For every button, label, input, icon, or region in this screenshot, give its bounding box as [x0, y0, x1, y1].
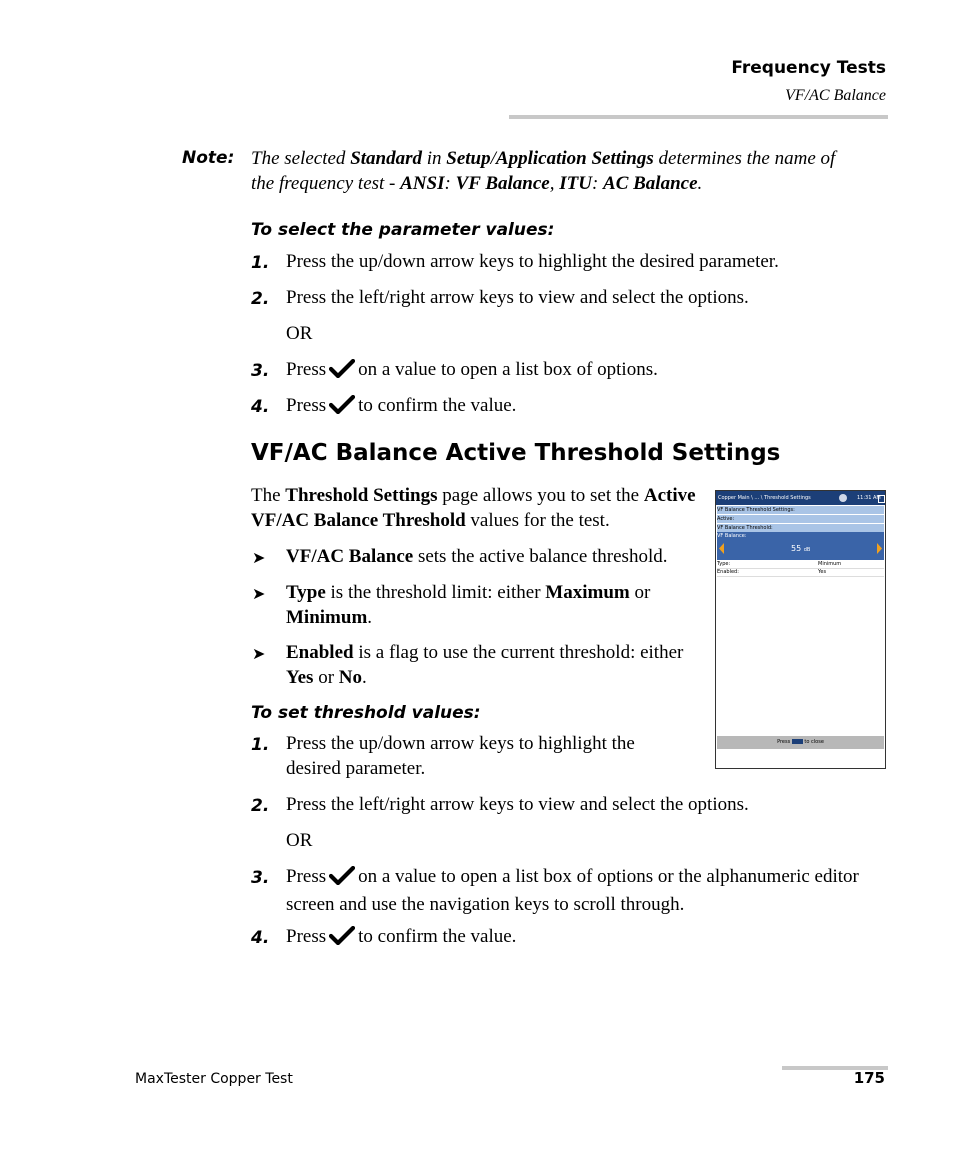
device-row: Enabled: Yes: [717, 568, 884, 577]
left-arrow-icon: [719, 543, 724, 554]
running-header-subtitle: VF/AC Balance: [785, 87, 886, 104]
note-label: Note:: [182, 148, 235, 168]
step-text: Press the up/down arrow keys to highlight the desired parameter.: [286, 733, 635, 779]
device-row: Active:: [717, 515, 884, 523]
device-footer: Press to close: [717, 736, 884, 749]
or-text: OR: [286, 323, 313, 344]
device-screenshot: [715, 490, 886, 769]
header-rule: [509, 115, 888, 119]
device-row: VF Balance Threshold:: [717, 524, 884, 532]
running-header-title: Frequency Tests: [731, 58, 886, 78]
device-field-label: VF Balance:: [717, 533, 747, 539]
device-row: VF Balance Threshold Settings:: [717, 506, 884, 514]
bullet-arrow-icon: ➤: [252, 550, 266, 567]
step-number: 1.: [251, 735, 270, 755]
bullet-arrow-icon: ➤: [252, 646, 266, 663]
device-selected-field: [717, 532, 884, 560]
step-number: 3.: [251, 868, 270, 888]
device-title-bar: [716, 491, 885, 505]
step-number: 2.: [251, 796, 270, 816]
procedure-heading-select: To select the parameter values:: [251, 220, 555, 240]
bullet-arrow-icon: ➤: [252, 586, 266, 603]
step-number: 4.: [251, 928, 270, 948]
device-status-icon: [839, 494, 847, 502]
step-text: Press the left/right arrow keys to view and select the options.: [286, 287, 749, 308]
bullet-text: VF/AC Balance sets the active balance threshold.: [286, 546, 668, 567]
step-number: 1.: [251, 253, 270, 273]
check-icon: [329, 395, 355, 421]
bullet-text: Type is the threshold limit: either Maximum or Minimum.: [286, 582, 651, 628]
step-text: Press on a value to open a list box of options.: [286, 357, 876, 385]
check-icon: [329, 866, 355, 892]
section-intro: The Threshold Settings page allows you to set the Active VF/AC Balance Threshold values for the test.: [251, 485, 696, 531]
battery-icon: [878, 495, 885, 503]
or-text: OR: [286, 830, 313, 851]
step-text: Press the left/right arrow keys to view and select the options.: [286, 794, 749, 815]
procedure-heading-set: To set threshold values:: [251, 703, 481, 723]
check-icon: [329, 359, 355, 385]
device-row: Type: Minimum: [717, 560, 884, 569]
note-text: The selected Standard in Setup/Application Settings determines the name of the frequency test - ANSI: VF Balance, ITU: AC Balance.: [251, 148, 836, 194]
device-value: 55 dB: [791, 544, 811, 553]
enter-key-icon: [792, 739, 803, 744]
step-number: 4.: [251, 397, 270, 417]
device-clock: 11:31 AM: [857, 495, 881, 501]
page-number: 175: [853, 1069, 885, 1087]
step-text: Press on a value to open a list box of options or the alphanumeric editor screen and use the navigation keys to scroll through.: [286, 866, 859, 915]
step-text: Press to confirm the value.: [286, 393, 876, 421]
step-number: 2.: [251, 289, 270, 309]
check-icon: [329, 926, 355, 952]
section-title: VF/AC Balance Active Threshold Settings: [251, 440, 781, 466]
footer-product: MaxTester Copper Test: [135, 1071, 293, 1087]
right-arrow-icon: [877, 543, 882, 554]
step-number: 3.: [251, 361, 270, 381]
bullet-text: Enabled is a flag to use the current threshold: either Yes or No.: [286, 642, 684, 688]
device-breadcrumb: Copper Main \ ... \ Threshold Settings: [718, 495, 811, 501]
step-text: Press to confirm the value.: [286, 924, 876, 952]
step-text: Press the up/down arrow keys to highlight the desired parameter.: [286, 251, 779, 272]
